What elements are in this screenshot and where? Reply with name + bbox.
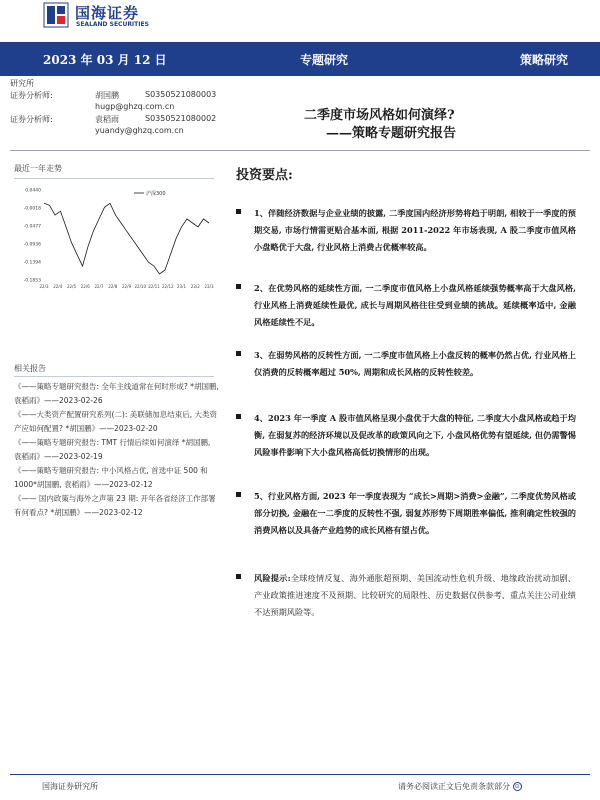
key-point-text: 2、在优势风格的延续性方面, 一二季度市值风格上小盘风格延续强势概率高于大盘风格, 行业风格上消费延续性最优, 成长与周期风格往往受到业绩的挑战。延续概率适中, 金融风格延续性不足。 — [254, 283, 576, 327]
report-date: 2023 年 03 月 12 日 — [43, 53, 167, 67]
x-tick-label: 22/11 — [148, 284, 160, 289]
report-type: 专题研究 — [300, 53, 349, 67]
legend-label: 沪深300 — [146, 191, 166, 197]
analyst-email[interactable]: hugp@ghzq.com.cn — [95, 102, 175, 111]
x-tick-label: 22/3 — [39, 284, 49, 289]
analyst-name: 胡国鹏 — [95, 91, 119, 100]
x-tick-label: 23/2 — [190, 284, 200, 289]
x-tick-label: 22/5 — [67, 284, 76, 289]
logo-chinese-text: 国海证券 — [75, 4, 140, 22]
key-point-text: 4、2023 年一季度 A 股市值风格呈现小盘优于大盘的特征, 二季度大小盘风格或趋于均衡, 在弱复苏的经济环境以及促改革的政策风向之下, 小盘风格优势有望延续, 但仍需警惕风险事件影响下大小盘风格高低切换情形的出现。 — [254, 413, 576, 457]
y-axis-ticks — [24, 188, 42, 284]
series-line — [44, 203, 209, 274]
related-report-item[interactable]: 《——大类资产配置研究系列(二): 美联储加息结束后, 大类资产应如何配置? *胡国鹏》——2023-02-20 — [14, 410, 218, 433]
analyst-license: S0350521080003 — [145, 90, 217, 99]
y-tick-label: -0.0018 — [23, 206, 41, 212]
x-axis-ticks — [40, 284, 214, 289]
key-points-title: 投资要点: — [236, 168, 293, 183]
report-category: 策略研究 — [520, 53, 569, 67]
company-logo — [43, 0, 163, 36]
header-banner — [0, 42, 600, 76]
y-tick-label: -0.1853 — [23, 278, 41, 284]
x-tick-label: 22/9 — [122, 284, 131, 289]
analyst-license: S0350521080002 — [145, 114, 217, 123]
analyst-email[interactable]: yuandy@ghzq.com.cn — [95, 126, 184, 135]
footer-disclaimer-text: 请务必阅读正文后免责条款部分 — [398, 782, 510, 791]
risk-text: 全球疫情反复、海外通胀超预期、美国流动性危机升级、地缘政治扰动加剧、产业政策推进速度不及预期、比较研究的局限性、历史数据仅供参考、重点关注公司业绩不达预期风险等。 — [254, 573, 576, 617]
report-subtitle: ——策略专题研究报告 — [326, 126, 457, 141]
y-tick-label: -0.0477 — [23, 224, 41, 230]
y-tick-label: -0.1394 — [23, 260, 41, 266]
x-tick-label: 22/10 — [134, 284, 147, 289]
related-report-item[interactable]: 《—— 国内政策与海外之声第 23 期: 开年各省经济工作部署有何看点? *胡国鹏》——2023-02-12 — [14, 494, 216, 517]
related-reports-label: 相关报告 — [14, 364, 46, 373]
x-tick-label: 23/1 — [177, 284, 186, 289]
analyst-role: 证券分析师: — [10, 115, 53, 124]
key-point-text: 1、伴随经济数据与企业业绩的披露, 二季度国内经济形势将趋于明朗, 相较于一季度的预期交易, 市场行情需更贴合基本面, 根据 2011-2022 年市场表现, A 股二季度市值风格小盘略优于大盘, 行业风格上消费占优概率较高。 — [254, 208, 576, 252]
institute-label: 研究所 — [10, 79, 34, 88]
footer-disclaimer — [398, 781, 522, 792]
bullet-square-icon — [236, 492, 241, 497]
logo-english-text: SEALAND SECURITIES — [76, 21, 149, 28]
x-tick-label: 23/3 — [204, 284, 214, 289]
analyst-name: 袁稻雨 — [95, 115, 119, 124]
x-tick-label: 22/12 — [161, 284, 174, 289]
key-point-text: 5、行业风格方面, 2023 年一季度表现为 “成长>周期>消费>金融”, 二季度优势风格或部分切换, 金融在一二季度的反转性不强, 弱复苏形势下周期胜率偏低, 推利确定性较强的消费风格以及具备产业趋势的成长风格有望占优。 — [254, 491, 576, 535]
related-report-item[interactable]: 《——策略专题研究报告: 全年主线道常在何时形成? *胡国鹏, 袁稻雨》——2023-02-26 — [14, 382, 219, 405]
sealand-logo-icon — [43, 2, 69, 28]
risk-label: 风险提示: — [254, 573, 291, 583]
related-divider — [14, 376, 214, 377]
trend-divider — [14, 178, 214, 179]
section-divider — [10, 150, 590, 151]
key-point-text: 3、在弱势风格的反转性方面, 一二季度市值风格上小盘反转的概率仍然占优, 行业风格上仅消费的反转概率超过 50%, 周期和成长风格的反转性较差。 — [254, 350, 576, 377]
bullet-square-icon — [236, 574, 241, 579]
related-report-item[interactable]: 《——策略专题研究报告: 中小风格占优, 首选中证 500 和 1000*胡国鹏, 袁稻雨》——2023-02-12 — [14, 466, 208, 489]
bullet-square-icon — [236, 284, 241, 289]
y-tick-label: -0.0936 — [23, 242, 41, 248]
bullet-square-icon — [236, 351, 241, 356]
related-reports-list — [14, 380, 219, 520]
trend-chart — [14, 185, 214, 295]
analyst-role: 证券分析师: — [10, 91, 53, 100]
trend-label: 最近一年走势 — [14, 164, 62, 173]
page-marker-icon: ⊙ — [514, 783, 520, 790]
footer-divider — [10, 774, 590, 775]
risk-text-block — [254, 570, 576, 621]
bullet-square-icon — [236, 414, 241, 419]
chart-legend — [134, 190, 166, 197]
x-tick-label: 22/6 — [80, 284, 90, 289]
x-tick-label: 22/8 — [108, 284, 118, 289]
related-report-item[interactable]: 《——策略专题研究报告: TMT 行情后续如何演绎 *胡国鹏, 袁稻雨》——2023-02-19 — [14, 438, 211, 461]
x-tick-label: 22/4 — [53, 284, 63, 289]
y-tick-label: 0.0440 — [25, 188, 41, 194]
x-tick-label: 22/7 — [94, 284, 104, 289]
report-title: 二季度市场风格如何演绎? — [304, 108, 455, 123]
footer-institute: 国海证券研究所 — [42, 782, 98, 791]
bullet-square-icon — [236, 209, 241, 214]
